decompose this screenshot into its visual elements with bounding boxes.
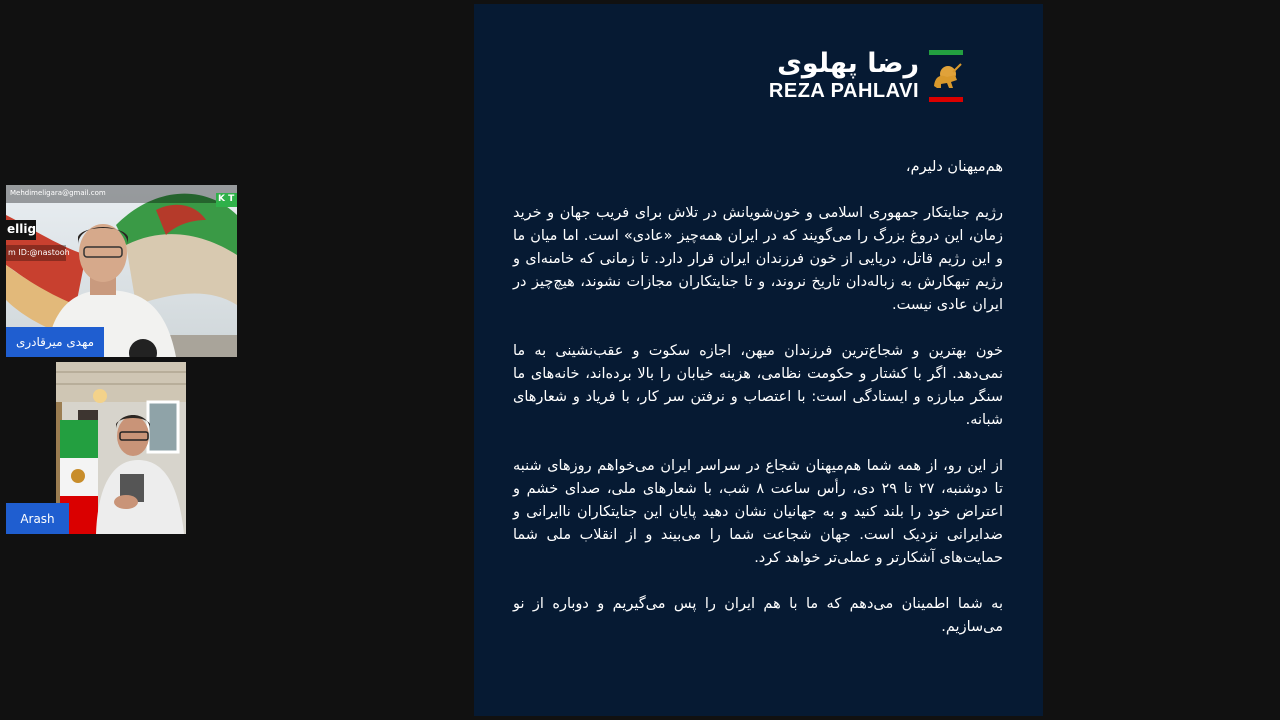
- participant-name-tag: مهدی میرقادری: [6, 327, 104, 357]
- letter-greeting: هم‌میهنان دلیرم،: [905, 159, 1003, 175]
- participant-video-tile[interactable]: [56, 362, 186, 534]
- letter-paragraph: خون بهترین و شجاع‌ترین فرزندان میهن، اجازه سکوت و عقب‌نشینی به ما نمی‌دهد. اگر با کشتار و حکومت نظامی، هزینه خیابان را بالا برده‌اند، خانه‌های ما سنگر مبارزه و ایستادگی است: با اعتصاب و نرفتن سر کار، با فریاد و شعارهای شبانه.: [513, 343, 1003, 428]
- letter-paragraph: به شما اطمینان می‌دهم که ما با هم ایران را پس می‌گیریم و دوباره از نو می‌سازیم.: [513, 596, 1003, 635]
- stream-logo-overlay: K T: [218, 194, 235, 204]
- letter-paragraph: رژیم جنایتکار جمهوری اسلامی و خون‌شویانش در تلاش برای فریب جهان و خرید زمان، این دروغ بزرگ را می‌گویند که در ایران همه‌چیز «عادی» است. اما میان ما و این رژیم قاتل، دریایی از خون فرزندان ایران قرار دارد. تا زمانی که خامنه‌ای و رژیم تبهکارش به زباله‌دان تاریخ نروند، و تا جنایتکاران مجازات نشوند، هیچ‌چیز در ایران عادی نیست.: [513, 205, 1003, 313]
- stream-handle-overlay: m ID:@nastooh: [8, 248, 70, 257]
- statement-text: [513, 156, 1003, 662]
- participant-video-feed: [56, 362, 186, 534]
- shared-screen: [474, 4, 1043, 716]
- logo-english-text: REZA PAHLAVI: [768, 80, 919, 102]
- stream-badge-overlay: ellig: [7, 222, 37, 236]
- participant-name-tag: Arash: [6, 503, 69, 534]
- letter-paragraph: از این رو، از همه شما هم‌میهنان شجاع در سراسر ایران می‌خواهم روزهای شنبه تا دوشنبه، ۲۷ تا ۲۹ دی، رأس ساعت ۸ شب، با شعارهای ملی، صدای خشم و اعتراض خود را بلند کنید و به جهانیان نشان دهید پایان این جنایتکاران ناایرانی و ضدایرانی نزدیک است. جهان شجاعت شما را می‌بیند و از انقلاب ملی شما حمایت‌های آشکارتر و عملی‌تر خواهد کرد.: [513, 458, 1003, 566]
- lion-and-sun-emblem-icon: [929, 50, 963, 102]
- stream-email-overlay: Mehdimeligara@gmail.com: [10, 189, 106, 197]
- logo-farsi-text: رضا پهلوی: [777, 48, 919, 79]
- reza-pahlavi-logo: [763, 46, 1003, 106]
